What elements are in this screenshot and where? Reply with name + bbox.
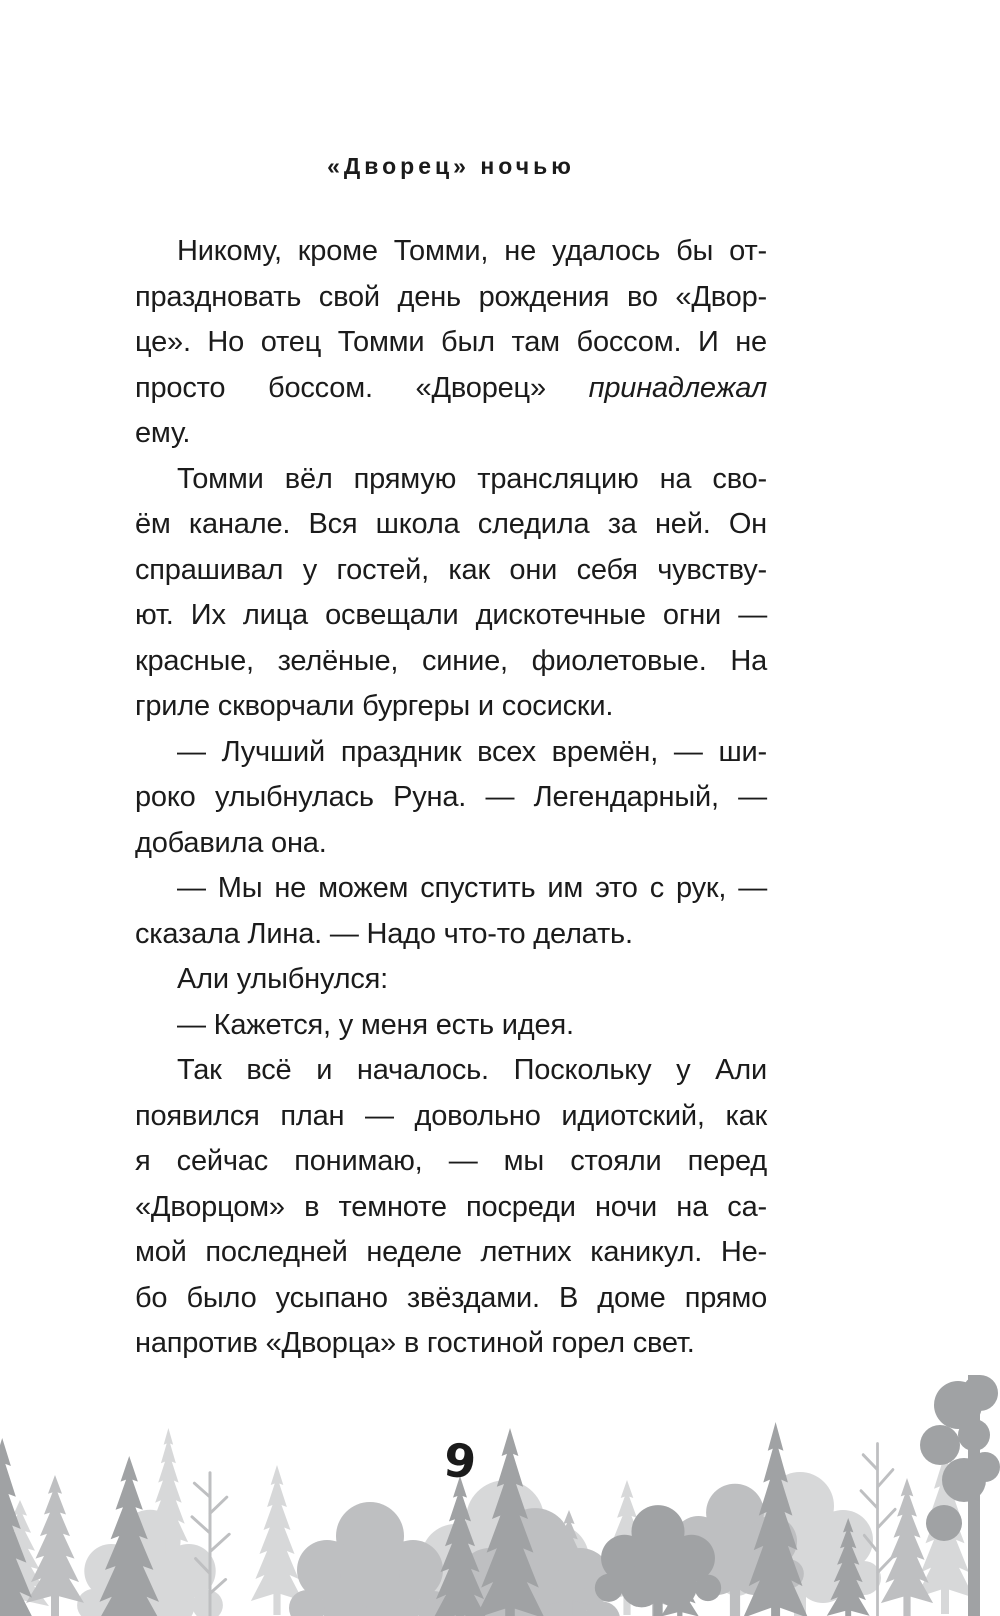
text-line: ему. [135,417,191,449]
text-line: ют. Их лица освещали дискотечные огни — [135,599,767,631]
text-line: появился план — довольно идиотский, как [135,1099,767,1132]
text-line: ём канале. Вся школа следила за ней. Он [135,508,767,540]
pine-tree-icon [26,1475,84,1616]
text-line: сказала Лина. — Надо что-то делать. [135,917,633,950]
paragraph [135,1003,767,1049]
text-line: спрашивал у гостей, как они себя чувству- [135,553,767,586]
paragraph [135,457,767,730]
body-text [135,229,767,1367]
text-line: бо было усыпано звёздами. В доме прямо [135,1281,767,1314]
pine-tree-icon [251,1465,303,1615]
running-head: «Дворец» ночью [327,153,575,179]
text-line: праздновать свой день рождения во «Двор- [135,280,767,313]
text-line: Никому, кроме Томми, не удалось бы от- [177,235,767,267]
text-line: добавила она. [135,826,327,859]
paragraph [135,730,767,867]
pine-tree-icon [149,1428,188,1554]
text-line: Томми вёл прямую трансляцию на сво- [177,462,767,495]
text-line: гриле скворчали бургеры и сосиски. [135,690,614,722]
pine-tree-icon [881,1478,933,1616]
text-line: це». Но отец Томми был там боссом. И не [135,326,767,358]
text-line: мой последней неделе летних каникул. Не- [135,1236,767,1268]
forest-illustration [0,1370,1000,1616]
text-line: — Кажется, у меня есть идея. [177,1008,574,1041]
paragraph [135,1048,767,1367]
text-line: Так всё и началось. Поскольку у Али [177,1054,767,1086]
text-line: — Лучший праздник всех времён, — ши- [177,735,767,768]
text-line: напротив «Дворца» в гостиной горел свет. [135,1327,695,1359]
text-line: «Дворцом» в темноте посреди ночи на са- [135,1190,767,1223]
text-line: Али улыбнулся: [177,963,389,995]
paragraph [135,957,767,1003]
paragraph [135,229,767,457]
text-line: просто боссом. «Дворец» принадлежал [135,371,767,404]
paragraph [135,866,767,957]
text-line: — Мы не можем спустить им это с рук, — [177,872,767,904]
text-line: роко улыбнулась Руна. — Легендарный, — [135,781,767,813]
page-number: 9 [441,1432,479,1490]
text-line: красные, зелёные, синие, фиолетовые. На [135,644,767,677]
text-line: я сейчас понимаю, — мы стояли перед [135,1145,767,1177]
leafy-tree-icon [289,1502,451,1616]
